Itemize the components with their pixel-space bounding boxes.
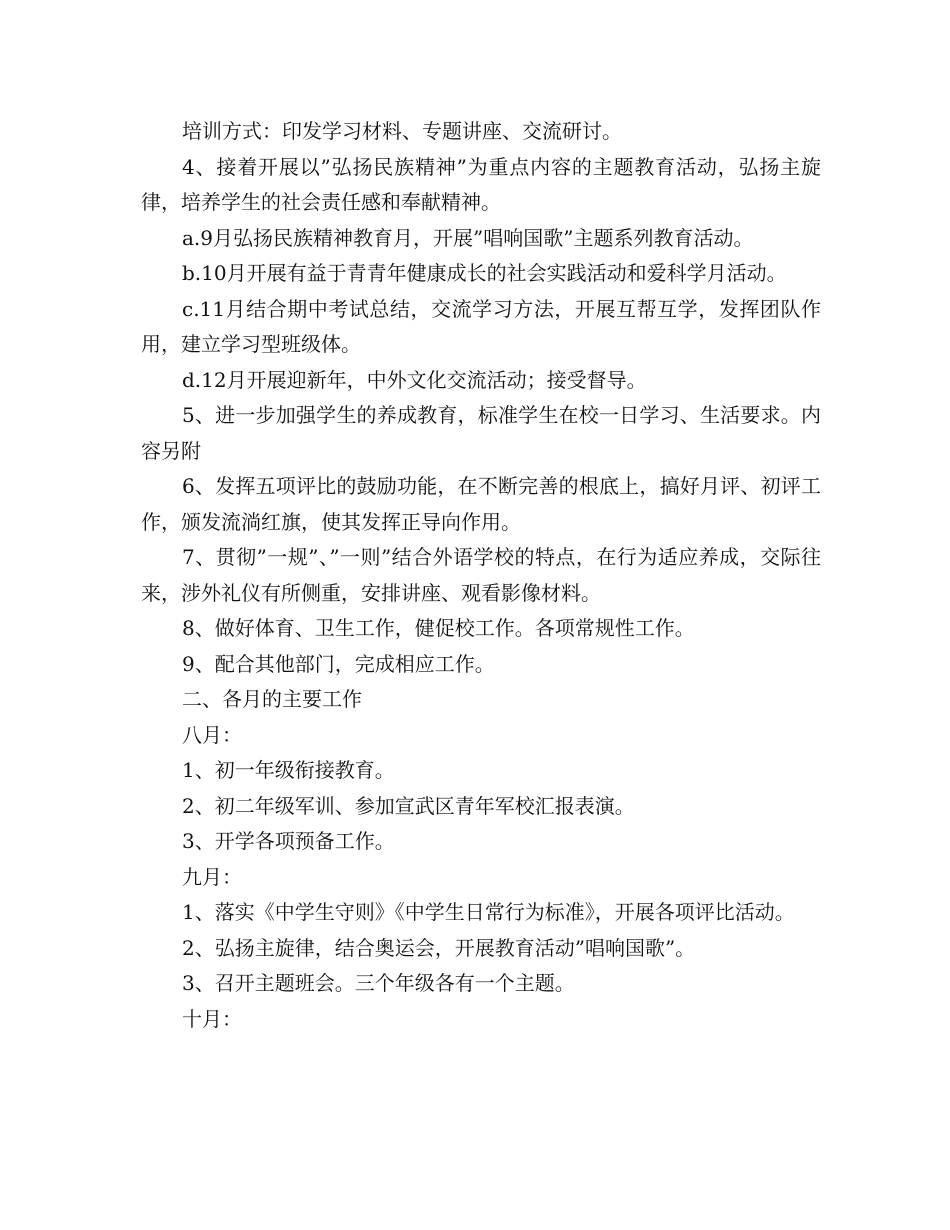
paragraph-item-6: 6、发挥五项评比的鼓励功能，在不断完善的根底上，搞好月评、初评工作，颁发流淌红旗，使其发挥正导向作用。 bbox=[141, 474, 821, 534]
paragraph-item-4: 4、接着开展以”弘扬民族精神”为重点内容的主题教育活动，弘扬主旋律，培养学生的社会责任感和奉献精神。 bbox=[141, 154, 821, 214]
september-item-1: 1、落实《中学生守则》《中学生日常行为标准》，开展各项评比活动。 bbox=[182, 900, 795, 924]
august-item-1: 1、初一年级衔接教育。 bbox=[182, 758, 395, 782]
september-item-2: 2、弘扬主旋律，结合奥运会，开展教育活动”唱响国歌”。 bbox=[182, 935, 696, 960]
paragraph-training-method: 培训方式：印发学习材料、专题讲座、交流研讨。 bbox=[182, 119, 622, 143]
month-heading-august: 八月： bbox=[182, 722, 242, 747]
paragraph-item-8: 8、做好体育、卫生工作，健促校工作。各项常规性工作。 bbox=[182, 616, 695, 640]
paragraph-item-5: 5、进一步加强学生的养成教育，标准学生在校一日学习、生活要求。内容另附 bbox=[141, 403, 821, 463]
month-heading-october: 十月： bbox=[182, 1006, 242, 1031]
month-heading-september: 九月： bbox=[182, 864, 242, 889]
paragraph-item-7: 7、贯彻”一规”、”一则”结合外语学校的特点，在行为适应养成，交际往来，涉外礼仪有所侧重，安排讲座、观看影像材料。 bbox=[141, 545, 821, 605]
august-item-3: 3、开学各项预备工作。 bbox=[182, 829, 395, 853]
august-item-2: 2、初二年级军训、参加宣武区青年军校汇报表演。 bbox=[182, 793, 635, 818]
document-body bbox=[141, 114, 821, 1037]
paragraph-item-4a: a.9月弘扬民族精神教育月，开展”唱响国歌”主题系列教育活动。 bbox=[182, 225, 754, 250]
section-heading-monthly-work: 二、各月的主要工作 bbox=[182, 687, 362, 711]
september-item-3: 3、召开主题班会。三个年级各有一个主题。 bbox=[182, 971, 575, 995]
paragraph-item-9: 9、配合其他部门，完成相应工作。 bbox=[182, 651, 495, 676]
paragraph-item-4c: c.11月结合期中考试总结，交流学习方法，开展互帮互学，发挥团队作用，建立学习型班级体。 bbox=[141, 296, 821, 356]
paragraph-item-4d: d.12月开展迎新年，中外文化交流活动；接受督导。 bbox=[182, 367, 647, 392]
paragraph-item-4b: b.10月开展有益于青青年健康成长的社会实践活动和爱科学月活动。 bbox=[182, 261, 787, 285]
